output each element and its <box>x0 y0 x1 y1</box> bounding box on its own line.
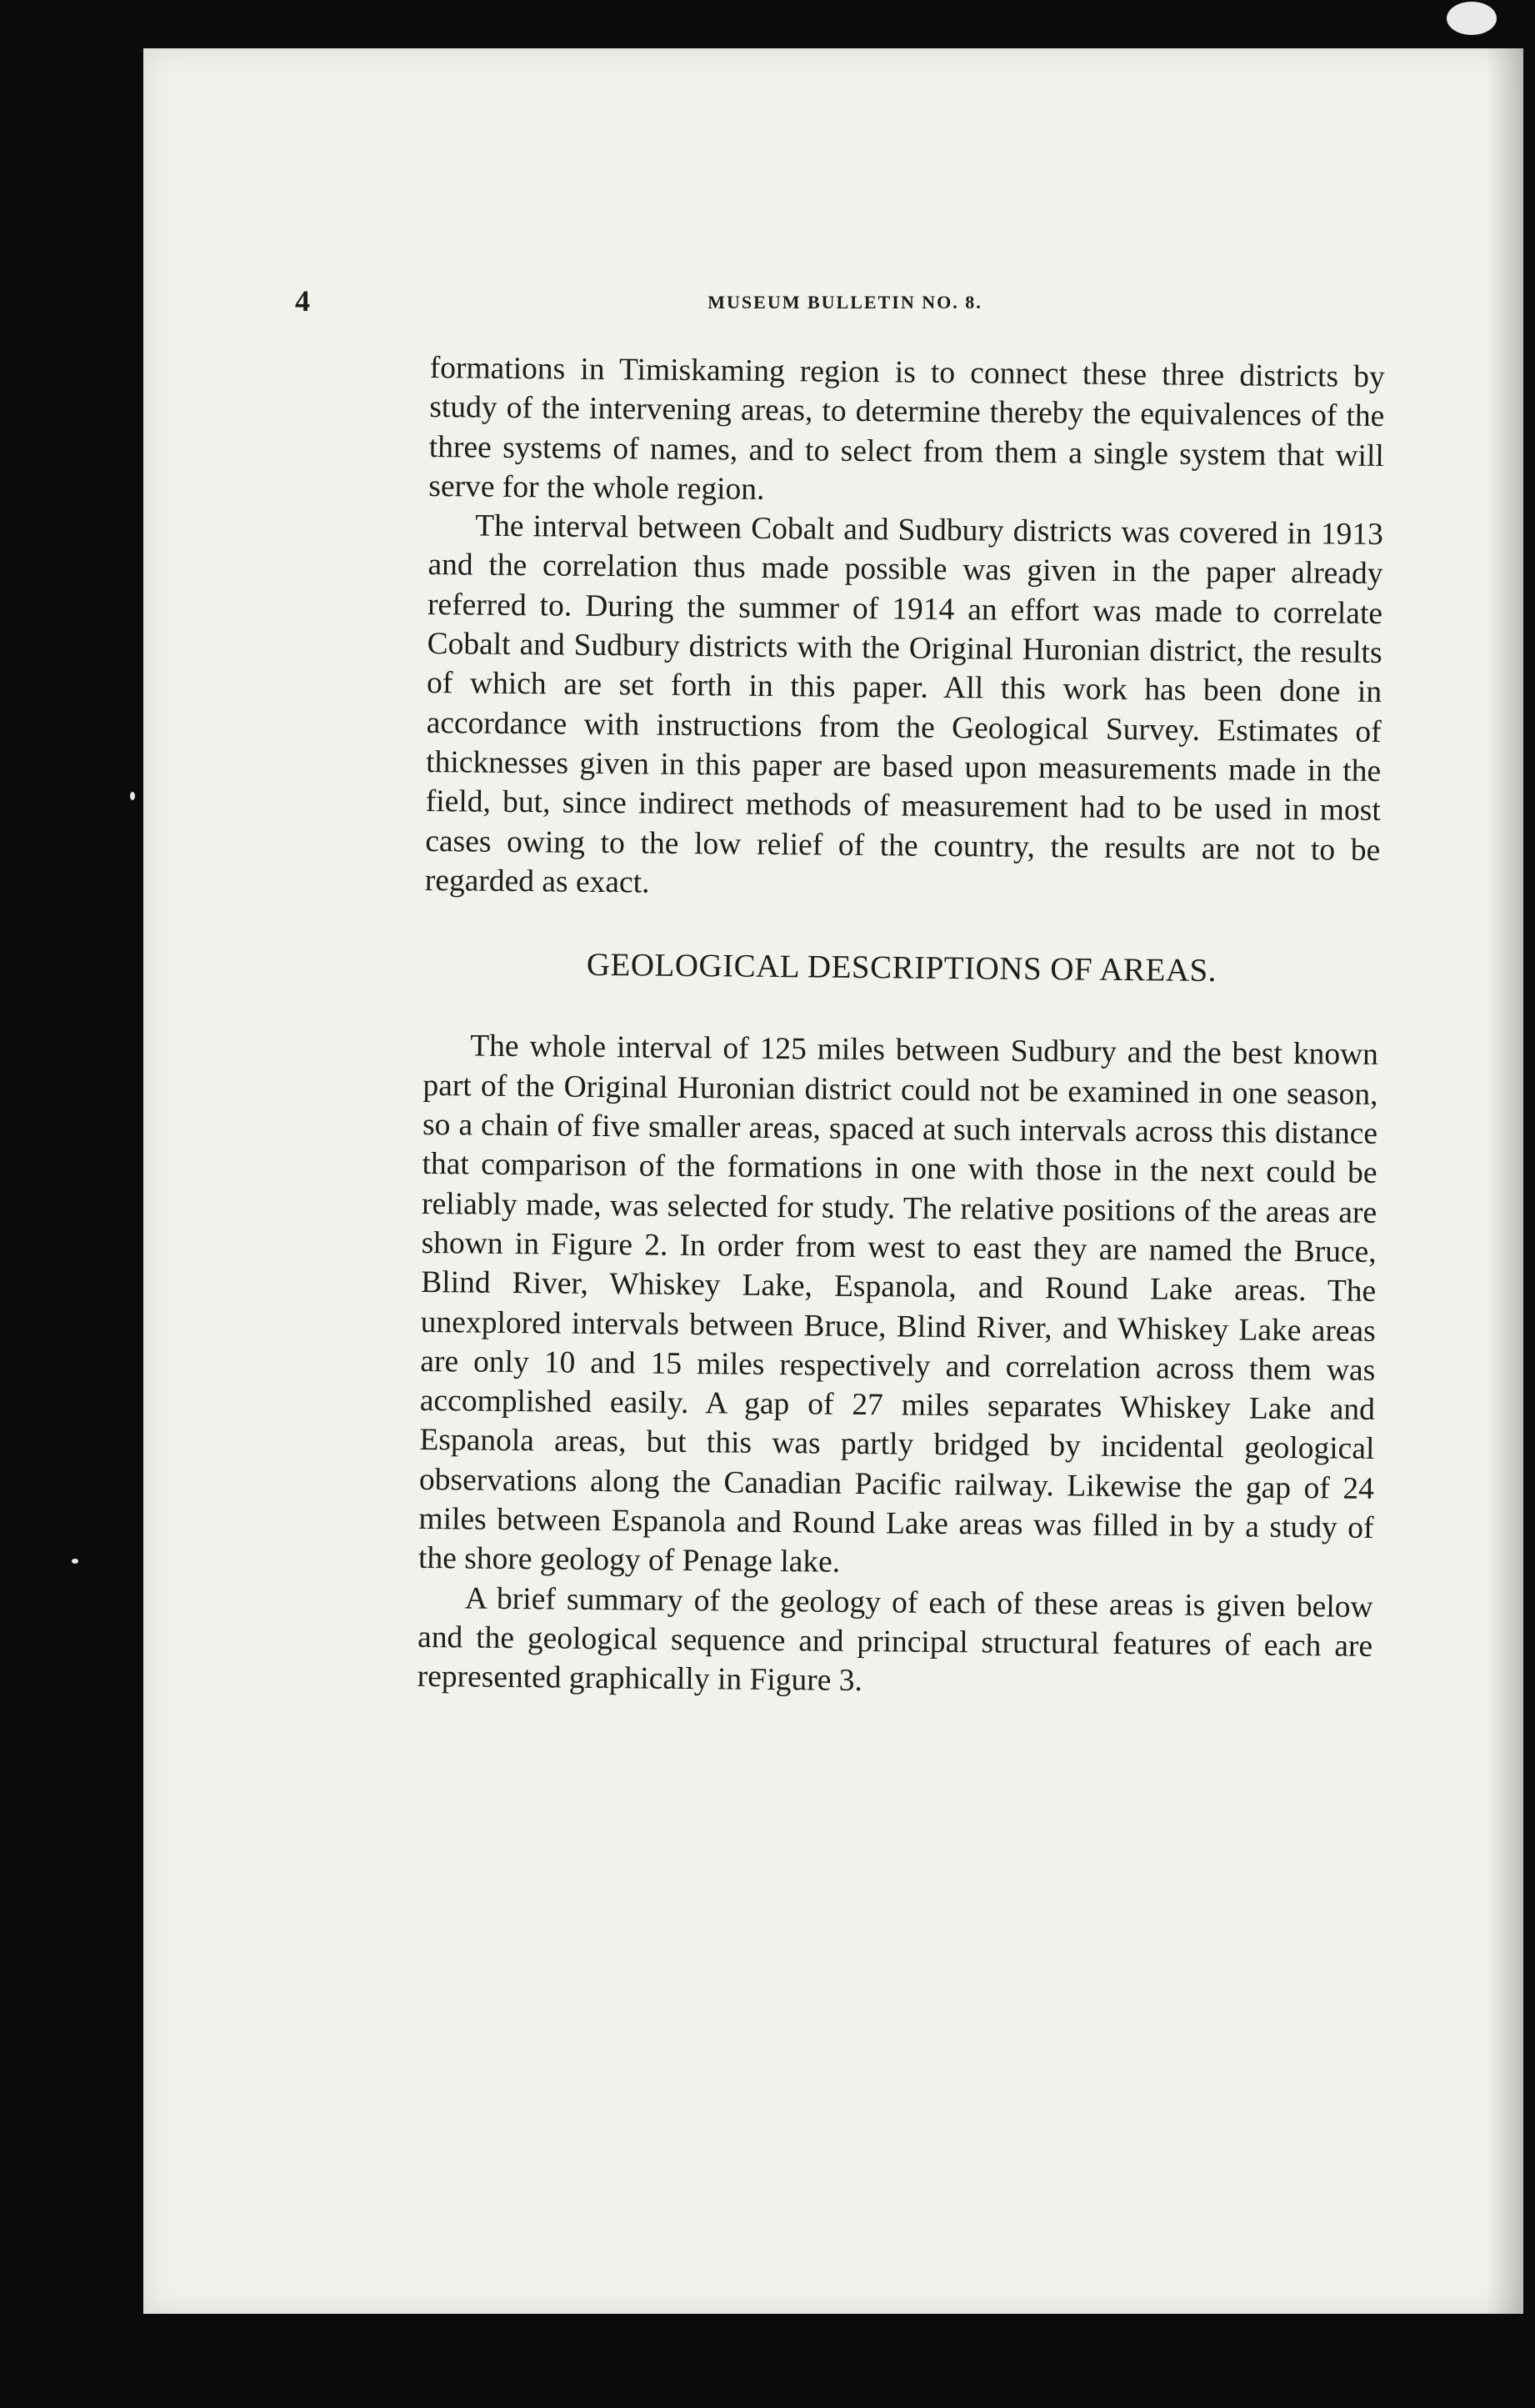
scan-speck <box>130 792 135 800</box>
page-number: 4 <box>295 284 310 318</box>
paragraph: The whole interval of 125 miles between Sudbury and the best known part of the Original Huronian district could not be examined in one season, so a chain of five smaller areas, spaced at such intervals across this distance that comparison of the formations in one with those in the next could be reliably made, was selected for study. The relative positions of the areas are shown in Figure 2. In order from west to east they are named the Bruce, Blind River, Whiskey Lake, Espanola, and Round Lake areas. The unexplored intervals between Bruce, Blind River, and Whiskey Lake areas are only 10 and 15 miles respectively and correlation across them was accomplished easily. A gap of 27 miles separates Whiskey Lake and Espanola areas, but this was partly bridged by incidental geological observations along the Canadian Pacific railway. Likewise the gap of 24 miles between Espanola and Round Lake areas was filled in by a study of the shore geology of Penage lake. <box>418 1029 1379 1580</box>
scan-speck <box>1447 2 1497 35</box>
running-head: MUSEUM BULLETIN NO. 8. <box>708 292 982 313</box>
section-title: GEOLOGICAL DESCRIPTIONS OF AREAS. <box>586 946 1218 989</box>
paragraph: formations in Timiskaming region is to connect these three districts by study of the intervening areas, to determine thereby the equivalences of the three systems of names, and to select from them a single system that will serve for the whole region. <box>428 350 1385 507</box>
paragraph: A brief summary of the geology of each of these areas is given below and the geological sequence and principal structural features of each are represented graphically in Figure 3. <box>417 1581 1373 1699</box>
page-header <box>295 283 1395 325</box>
paragraph: The interval between Cobalt and Sudbury districts was covered in 1913 and the correlation thus made possible was given in the paper already referred to. During the summer of 1914 an effort was made to correlate Cobalt and Sudbury districts with the Original Huronian district, the results of which are set forth in this paper. All this work has been done in accordance with instructions from the Geological Survey. Estimates of thicknesses given in this paper are based upon measurements made in the field, but, since indirect methods of measurement had to be used in most cases owing to the low relief of the country, the results are not to be regarded as exact. <box>424 508 1384 900</box>
body-text <box>417 348 1384 1705</box>
scan-speck <box>72 1559 78 1564</box>
